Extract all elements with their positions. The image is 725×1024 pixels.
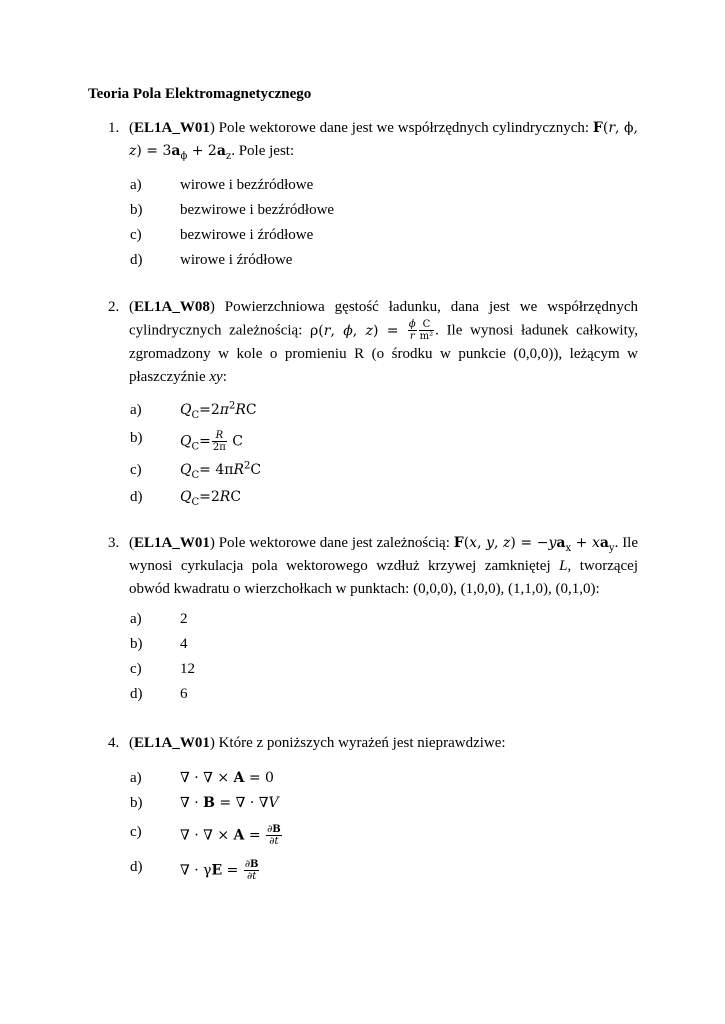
question-text: (EL1A_W01) Pole wektorowe dane jest zależnością: F(x, y, $z) = -ya_x + xa_y$. Ile wynosi cyrkulacja pola wektorowego wzdłuż krzywej zamkniętej L, tworzącej obwód kwadratu o wierzchołkach w punktach: (0,0,0), (1,0,0), (1,1,0), (0,1,0): <box>129 535 639 597</box>
document-page: Teoria Pola Elektromagnetycznego 1. (EL1A_W01) Pole wektorowe dane jest we współrzędnych cylindrycznych: F(r, ϕ, $z) = 3a_\phi + 2a_z$. Pole jest: a) wirowe i bezźródłowe b) bezwirowe i bezźródłowe c) bezwirowe i źródłowe d) wirowe i źródłowe 2. (EL1A_W08) Powierzchniowa gęstość ładunku, dana jest we współrzędnych cylindrycznych zależnością: ρ(r, ϕ, z) = $\frac{\phi}{r}$ $\frac{C}{\text{m²}}$ . Ile wynosi ładunek całkowity, zgromadzony w kole o promieniu R (o środku w punkcie (0,0,0)), leżącym w płaszczyźnie xy: a) $Q_C=2\pi^2RC$ b) $Q_C=$ $\frac{R}{2\pi}$ C c) $Q_C= 4\pi R^2C$ d) $Q_C=2RC$ 3. (EL1A_W01) Pole wektorowe dane jest zależnością: F(x, y, $z) = -ya_x + xa_y$. Ile wynosi cyrkulacja pola wektorowego wzdłuż krzywej zamkniętej L, tworzącej obwód kwadratu o wierzchołkach w punktach: (0,0,0), (1,0,0), (1,1,0), (0,1,0): a) 2 b) 4 c) 12 d) 6 4. (EL1A_W01) Które z poniższych wyrażeń jest nieprawdziwe: a) ∇ · ∇ × A = 0 b) ∇ · B = ∇ · ∇V c) ∇ · ∇ × A = $\frac{\partial B}{\partial t}$ d) ∇ · γE = $\frac{\partial B}{\partial t}$ <box>88 86 639 882</box>
question-number: 2. <box>108 299 120 315</box>
question-formula: F(x, y, $z) = -ya_x + xa_y$ <box>453 535 615 554</box>
question-text: (EL1A_W08) Powierzchniowa gęstość ładunku, dana jest we współrzędnych cylindrycznych zależnością: ρ(r, ϕ, z) = $\frac{\phi}{r}$ $\frac{C}{\text{m²}}$ . Ile wynosi ładunek całkowity, zgromadzony w kole o promieniu R (o środku w punkcie (0,0,0)), leżącym w płaszczyźnie xy: <box>129 299 639 385</box>
option-text: wirowe i bezźródłowe <box>180 177 314 193</box>
option-text: bezwirowe i źródłowe <box>180 227 314 243</box>
question-2 <box>108 296 638 389</box>
option-formula: ∇ · ∇ × A = $\frac{\partial B}{\partial t}$ <box>180 824 281 847</box>
question-number: 1. <box>108 120 120 136</box>
option-formula: ∇ · γE = $\frac{\partial B}{\partial t}$ <box>180 859 259 882</box>
question-text-before: Powierzchniowa gęstość ładunku, dana jest we współrzędnych cylindrycznych zależnością: <box>129 299 638 339</box>
question-number: 4. <box>108 735 120 751</box>
plane-name: xy <box>209 368 223 385</box>
question-text-before: Które z poniższych wyrażeń jest nieprawdziwe: <box>218 735 506 751</box>
document-title: Teoria Pola Elektromagnetycznego <box>88 86 312 102</box>
option-text: bezwirowe i bezźródłowe <box>180 202 335 218</box>
option-formula: ∇ · ∇ × A = 0 <box>180 770 274 786</box>
question-text-after: Ile wynosi ładunek całkowity, zgromadzony w kole o promieniu R (o środku w punkcie (0,0,0)), leżącym w płaszczyźnie <box>129 322 639 385</box>
option-text: wirowe i źródłowe <box>180 252 293 268</box>
question-code: EL1A_W01 <box>134 535 210 551</box>
option-formula: ∇ · B = ∇ · ∇V <box>180 795 279 811</box>
question-3 <box>108 532 638 601</box>
question-text-before: Pole wektorowe dane jest we współrzędnych cylindrycznych: <box>218 120 590 136</box>
option-formula: $Q_C=$ $\frac{R}{2\pi}$ C <box>180 430 243 453</box>
option-formula: $Q_C= 4\pi R^2C$ <box>180 460 262 481</box>
option-formula: $Q_C=2\pi^2RC$ <box>180 400 257 421</box>
question-4 <box>108 732 638 755</box>
question-text-after: Pole jest: <box>238 143 295 159</box>
option-text: 12 <box>180 661 195 677</box>
question-code: EL1A_W01 <box>134 120 210 136</box>
question-formula: ρ(r, ϕ, z) = $\frac{\phi}{r}$ $\frac{C}{\text{m²}}$ <box>310 319 434 342</box>
question-text: (EL1A_W01) Które z poniższych wyrażeń jest nieprawdziwe: <box>129 735 506 751</box>
curve-name: L <box>559 558 568 574</box>
option-formula: $Q_C=2RC$ <box>180 489 242 508</box>
option-text: 4 <box>180 636 188 652</box>
question-text-before: Pole wektorowe dane jest zależnością: <box>218 535 450 551</box>
question-text: (EL1A_W01) Pole wektorowe dane jest we współrzędnych cylindrycznych: F(r, ϕ, $z) = 3a_\phi + 2a_z$. Pole jest: <box>129 120 638 162</box>
question-formula: F(r, ϕ, $z) = 3a_\phi + 2a_z$ <box>129 120 638 162</box>
question-code: EL1A_W08 <box>134 299 210 315</box>
question-number: 3. <box>108 535 120 551</box>
question-text-after: Ile wynosi cyrkulacja pola wektorowego wzdłuż krzywej zamkniętej <box>129 535 639 574</box>
question-1 <box>108 117 638 163</box>
question-code: EL1A_W01 <box>134 735 210 751</box>
option-text: 6 <box>180 686 188 702</box>
option-text: 2 <box>180 611 188 627</box>
